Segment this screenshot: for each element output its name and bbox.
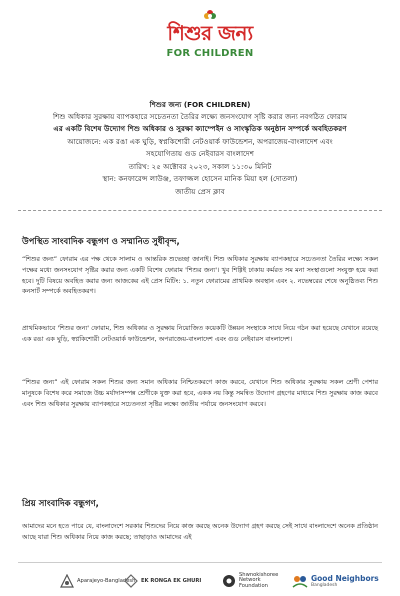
greeting-2: প্রিয় সাংবাদিক বন্ধুগণ, <box>22 499 99 509</box>
good-neighbors-name: Good Neighbors <box>311 573 379 583</box>
shwnokishoree-logo <box>222 570 277 592</box>
header-divider <box>18 210 382 211</box>
header-line-1: শিশু অধিকার সুরক্ষায় ব্যাপকহারে সচেতনতা তৈরির লক্ষ্যে জনসংযোগ সৃষ্টি করার জন্য নবগঠিত ফোরাম <box>53 112 347 121</box>
paragraph-2: প্রাথমিকভাবে 'শিশুর জন্য' ফোরাম, শিশু অধিকার ও সুরক্ষায় নিয়োজিত কয়েকটি উন্নয়ন সংস্থাকে সাথে নিয়ে গঠন করা হয়েছে যেখানে রয়েছে এক রঙা এক ঘুড়ি, স্বপ্নকিশোরী নেটওয়ার্ক ফাউন্ডেশন, অপরাজেয়-বাংলাদেশ এবং গুড নেইবারস বাংলাদেশ। <box>22 324 378 343</box>
network-icon <box>222 574 236 588</box>
paragraph-1: “শিশুর জন্য” ফোরাম এর পক্ষ থেকে সালাম ও আন্তরিক শুভেচ্ছা জানাই। শিশু অধিকার সুরক্ষায় ব্যাপকহারে সচেতনতা তৈরির লক্ষ্যে সকল পক্ষের মধ্যে জনসংযোগ সৃষ্টির করার জন্য একটি বিশেষ ফোরাম 'শিশুর জন্য'। খুব শিগ্গিই ঢাকায় কর্মরত সম মনা সংস্থাগুলো সংযুক্ত হয়ে করা হবে। দুটি বিষয়ে অবহিত করার জন্য আজকের এই প্রেস মিটিং: ১. নতুন ফোরামের প্রাথমিক অবস্থান এবং ২. নভেম্বরের শেষে অনুষ্ঠিতব্য শিশু কনসার্ট সম্পর্কে অবহিতকরণ। <box>22 255 378 296</box>
document-title: শিশুর জন্য (FOR CHILDREN) <box>149 100 251 109</box>
logo-english-text: FOR CHILDREN <box>166 48 254 59</box>
shwnokishoree-name: Shwnokishoree Network Foundation <box>239 571 279 589</box>
ek-ronga-logo <box>124 570 201 592</box>
logo-bengali-text: শিশুর জন্য <box>167 21 253 45</box>
forum-logo <box>160 8 260 80</box>
footer-divider <box>18 562 382 563</box>
ek-ronga-name: EK RONGA EK GHURI <box>141 578 202 584</box>
header-supporter: সহযোগিতায় গুড নেইবারস বাংলাদেশ <box>146 149 254 158</box>
header-club: জাতীয় প্রেস ক্লাব <box>175 187 225 196</box>
paragraph-4: আমাদের মনে হতে পারে যে, বাংলাদেশে সরকার শিশুদের নিয়ে কাজ করছে অনেক উদ্যোগ গ্রহণ করছে সেই সাথে বাংলাদেশে অনেক প্রতিষ্ঠান আছে যারা শিশু অধিকার নিয়ে কাজ করছে; তাছাড়াও আমাদের এই <box>22 522 378 541</box>
footer-logos <box>0 564 400 596</box>
kite-icon <box>124 574 138 588</box>
greeting: উপস্থিত সাংবাদিক বন্ধুগণ ও সম্মানিত সুধীবৃন্দ, <box>22 237 180 247</box>
header-line-2: এর একটি বিশেষ উদ্যোগ শিশু অধিকার ও সুরক্ষা ক্যাম্পেইন ও সাংস্কৃতিক অনুষ্ঠান সম্পর্কে অবহিতকরণ <box>53 124 347 133</box>
good-neighbors-logo <box>292 570 379 592</box>
good-neighbors-country: Bangladesh <box>311 582 338 588</box>
aparajeyo-name: Aparajeyo-Bangladesh <box>77 578 136 584</box>
header-date: তারিখ: ২৫ অক্টোবর ২০২৩, সকাল ১১:৩০ মিনিট <box>128 162 272 171</box>
good-neighbors-text <box>311 575 379 588</box>
good-neighbors-icon <box>292 574 308 588</box>
paragraph-3: “শিশুর জন্য” এই ফোরাম সকল শিশুর জন্য সমান অধিকার নিশ্চিতকরণে কাজ করবে, যেখানে শিশু অধিকার সুরক্ষায় সকল শ্রেণী পেশার মানুষকে বিশেষ করে সমাজে উচ্চ মর্যাদাসম্পন্ন শ্রেণীকে যুক্ত করা হবে, একক নয় কিন্তু সমন্বিত উদ্যোগ গ্রহণের মাধ্যমে শিশু সুরক্ষায় কাজ করবে এবং শিশু অধিকার সুরক্ষায় ব্যাপকহারে সচেতনতা সৃষ্টির লক্ষ্যে জাতীয় পর্যায়ে জনসংযোগ করবে। <box>22 378 378 408</box>
aparajeyo-icon <box>60 574 74 588</box>
header-organizers: আয়োজনে: এক রঙা এক ঘুড়ি, স্বপ্নকিশোরী নেটওয়ার্ক ফাউন্ডেশন, অপরাজেয়-বাংলাদেশ এবং <box>67 137 333 146</box>
header-venue: স্থান: কনফারেন্স লাউঞ্জ, তফাজ্জল হোসেন মানিক মিয়া হল (দোতলা) <box>102 174 298 183</box>
